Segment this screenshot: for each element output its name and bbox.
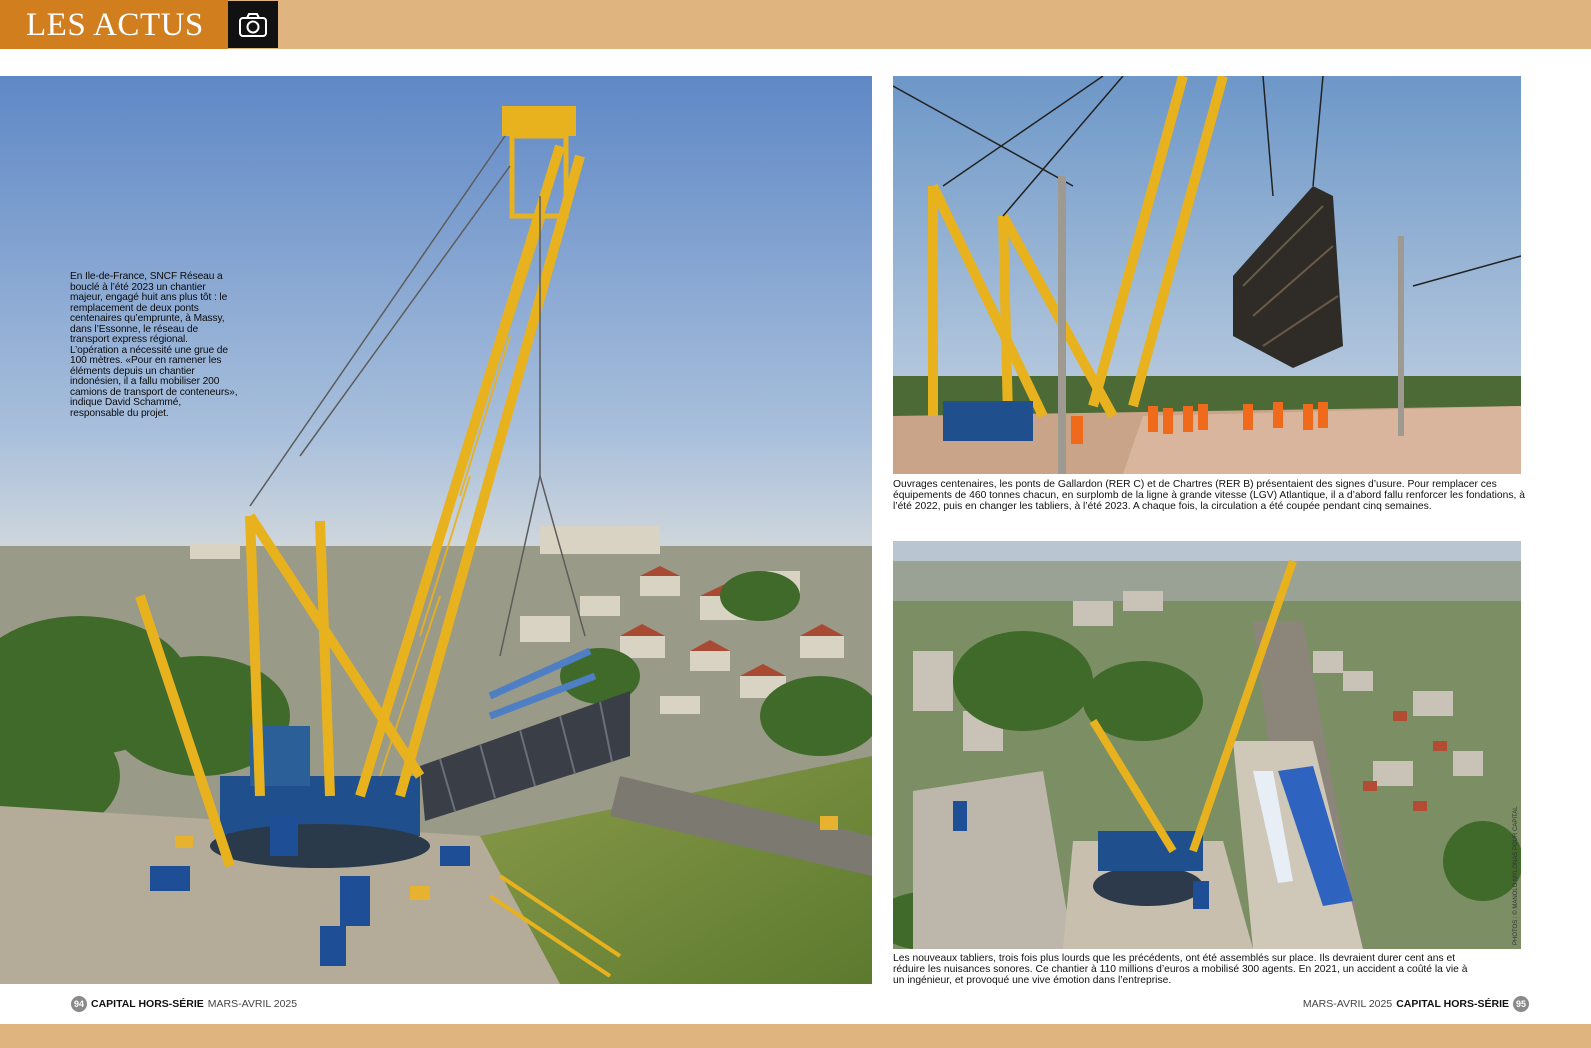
photo-crane-massy bbox=[0, 76, 872, 984]
footer-right bbox=[1303, 996, 1529, 1012]
footer-left bbox=[71, 996, 297, 1012]
section-title: LES ACTUS bbox=[26, 7, 204, 43]
caption-top-photo: Ouvrages centenaires, les ponts de Gallardon (RER C) et de Chartres (RER B) présentaient des signes d’usure. Pour remplacer ces équipements de 460 tonnes chacun, en surplomb de la ligne à grande vitesse (LGV) Atlantique, il a d’abord fallu renforcer les fondations, à l’été 2022, puis en changer les tabliers, à l’été 2023. A chaque fois, la circulation a été coupée pendant cinq semaines. bbox=[893, 479, 1525, 512]
issue-date-right: MARS-AVRIL 2025 bbox=[1302, 998, 1393, 1010]
issue-date-left: MARS-AVRIL 2025 bbox=[207, 998, 298, 1010]
photo-aerial-worksite bbox=[893, 541, 1521, 949]
page-number-right: 95 bbox=[1513, 996, 1529, 1012]
section-tab bbox=[0, 0, 228, 49]
magazine-name-right: CAPITAL HORS-SÉRIE bbox=[1396, 998, 1509, 1010]
magazine-name-left: CAPITAL HORS-SÉRIE bbox=[91, 998, 204, 1010]
intro-text: En Ile-de-France, SNCF Réseau a bouclé à l’été 2023 un chantier majeur, engagé huit ans plus tôt : le remplacement de deux ponts centenaires qu’emprunte, à Massy, dans l’Essonne, le réseau de transport express régional. L’opération a nécessité une grue de 100 mètres. «Pour en ramener les éléments depuis un chantier indonésien, il a fallu mobiliser 200 camions de transport de conteneurs», indique David Schammé, responsable du projet. bbox=[70, 271, 238, 419]
page-number-left: 94 bbox=[71, 996, 87, 1012]
photo-credit: PHOTOS : © MANOLO MYLONAS POUR CAPITAL bbox=[1513, 806, 1519, 945]
caption-bottom-photo: Les nouveaux tabliers, trois fois plus lourds que les précédents, ont été assemblés sur place. Ils devraient durer cent ans et réduire les nuisances sonores. Ce chantier à 110 millions d’euros a mobilisé 300 agents. En 2021, un accident a coûté la vie à un ingénieur, et provoqué une vive émotion dans l’entreprise. bbox=[893, 953, 1468, 986]
camera-icon bbox=[228, 1, 278, 48]
photo-bridge-lift bbox=[893, 76, 1521, 474]
footer-band bbox=[0, 1024, 1591, 1048]
